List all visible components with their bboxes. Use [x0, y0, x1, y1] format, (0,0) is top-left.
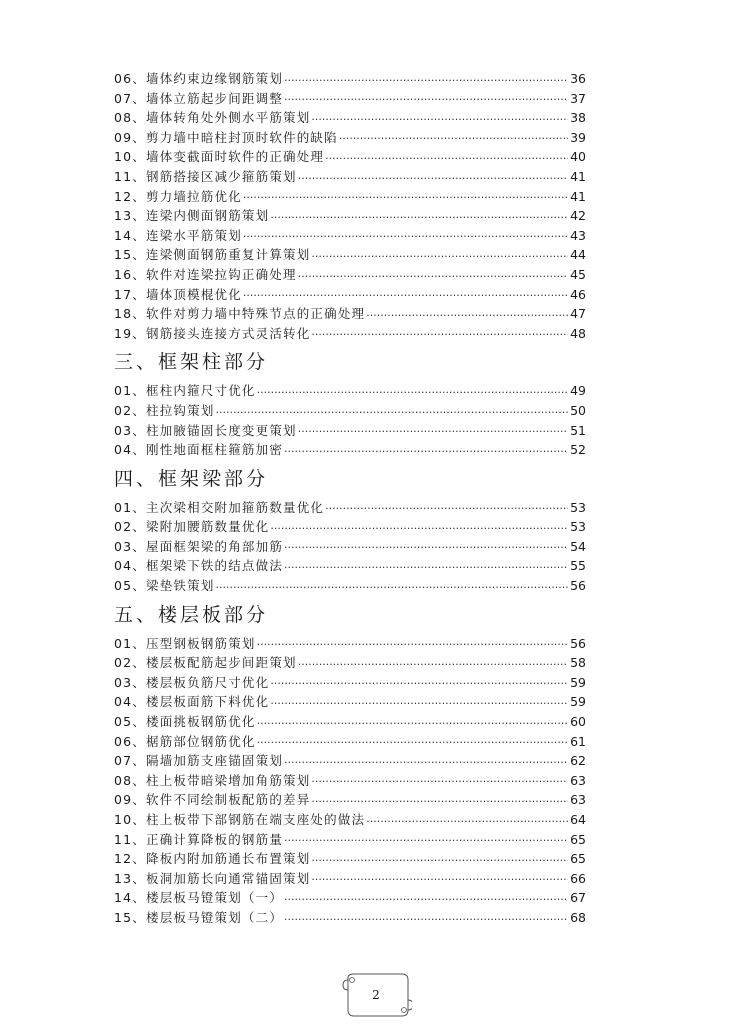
entry-page-number: 53 [570, 499, 586, 515]
table-of-contents [114, 69, 586, 928]
dot-leader [284, 911, 568, 928]
entry-title: 降板内附加筋通长布置策划 [146, 851, 311, 867]
dot-leader [284, 832, 568, 849]
toc-entry[interactable] [114, 732, 586, 752]
entry-title: 楼层板马镫策划（二） [146, 909, 284, 925]
entry-page-number: 64 [570, 812, 586, 827]
entry-title: 隔墙加筋支座锚固策划 [146, 753, 284, 769]
entry-title: 主次梁相交附加箍筋数量优化 [146, 499, 325, 515]
entry-number: 14、 [114, 890, 147, 906]
entry-title: 柱上板带暗梁增加角筋策划 [146, 772, 311, 788]
dot-leader [284, 559, 568, 576]
entry-title: 楼层板面筋下料优化 [146, 694, 270, 710]
toc-entry[interactable] [114, 556, 586, 576]
entry-page-number: 65 [570, 831, 586, 847]
entry-title: 软件不同绘制板配筋的差异 [146, 792, 311, 808]
dot-leader [366, 307, 568, 324]
dot-leader [311, 248, 568, 265]
entry-page-number: 48 [570, 325, 586, 341]
entry-title: 墙体约束边缘钢筋策划 [146, 71, 284, 86]
entry-number: 02、 [114, 655, 147, 671]
dot-leader [298, 268, 568, 285]
dot-leader [311, 326, 568, 343]
entry-number: 10、 [114, 812, 147, 827]
toc-entry[interactable] [114, 849, 586, 869]
toc-entry[interactable] [114, 692, 586, 712]
toc-entry[interactable] [114, 167, 586, 187]
entry-title: 椐筋部位钢筋优化 [146, 733, 256, 749]
dot-leader [298, 170, 568, 187]
toc-entry[interactable] [114, 790, 586, 810]
toc-entry[interactable] [114, 751, 586, 771]
entry-number: 08、 [114, 772, 147, 788]
entry-title: 连梁内侧面钢筋策划 [146, 208, 270, 224]
entry-title: 刚性地面框柱箍筋加密 [146, 442, 284, 458]
entry-title: 钢筋接头连接方式灵活转化 [146, 325, 311, 341]
entry-page-number: 42 [570, 208, 586, 224]
section-heading: 三、框架柱部分 [114, 351, 269, 374]
entry-page-number: 59 [570, 674, 586, 690]
toc-entry[interactable] [114, 498, 586, 518]
toc-entry[interactable] [114, 69, 586, 89]
toc-entry[interactable] [114, 869, 586, 889]
dot-leader [216, 579, 569, 596]
entry-title: 墙体变截面时软件的正确处理 [146, 149, 325, 165]
dot-leader [311, 793, 568, 810]
entry-number: 12、 [114, 188, 147, 204]
toc-entry[interactable] [114, 908, 586, 928]
entry-page-number: 63 [570, 772, 586, 788]
entry-page-number: 36 [570, 71, 586, 86]
entry-title: 屋面框架梁的角部加筋 [146, 538, 284, 554]
entry-number: 13、 [114, 870, 147, 886]
entry-title: 梁垫铁策划 [146, 578, 215, 594]
entry-page-number: 41 [570, 168, 586, 184]
entry-title: 软件对连梁拉钩正确处理 [146, 266, 297, 282]
dot-leader [311, 773, 568, 790]
entry-title: 钢筋搭接区减少箍筋策划 [146, 168, 297, 184]
toc-entry[interactable] [114, 206, 586, 226]
toc-entry[interactable] [114, 401, 586, 421]
entry-title: 柱加腋锚固长度变更策划 [146, 422, 297, 438]
entry-page-number: 58 [570, 655, 586, 671]
entry-number: 09、 [114, 129, 147, 145]
dot-leader [284, 72, 568, 89]
toc-entry[interactable] [114, 147, 586, 167]
entry-number: 03、 [114, 422, 147, 438]
toc-entry[interactable] [114, 108, 586, 128]
entry-title: 楼层板负筋尺寸优化 [146, 674, 270, 690]
entry-number: 12、 [114, 851, 147, 867]
toc-entry[interactable] [114, 381, 586, 401]
entry-number: 04、 [114, 694, 147, 710]
toc-entry[interactable] [114, 265, 586, 285]
toc-entry[interactable] [114, 771, 586, 791]
toc-entry[interactable] [114, 89, 586, 109]
dot-leader [366, 813, 568, 830]
dot-leader [243, 287, 568, 304]
entry-number: 07、 [114, 90, 147, 106]
toc-entry[interactable] [114, 888, 586, 908]
dot-leader [325, 500, 568, 517]
entry-page-number: 41 [570, 188, 586, 204]
entry-title: 剪力墙拉筋优化 [146, 188, 242, 204]
section-heading: 五、楼层板部分 [114, 603, 269, 626]
entry-title: 板洞加筋长向通常锚固策划 [146, 870, 311, 886]
entry-page-number: 66 [570, 870, 586, 886]
dot-leader [243, 189, 568, 206]
entry-number: 09、 [114, 792, 147, 808]
dot-leader [284, 754, 568, 771]
dot-leader [257, 734, 568, 751]
dot-leader [311, 871, 568, 888]
entry-page-number: 50 [570, 402, 586, 418]
entry-title: 楼面挑板钢筋优化 [146, 714, 256, 730]
toc-entry[interactable] [114, 653, 586, 673]
page-number-scroll [340, 970, 412, 1020]
entry-page-number: 56 [570, 635, 586, 651]
dot-leader [216, 404, 569, 421]
entry-page-number: 62 [570, 753, 586, 769]
dot-leader [270, 209, 568, 226]
toc-entry[interactable] [114, 128, 586, 148]
entry-number: 18、 [114, 306, 147, 322]
entry-page-number: 55 [570, 558, 586, 574]
entry-title: 框柱内箍尺寸优化 [146, 383, 256, 399]
dot-leader [325, 150, 568, 167]
entry-page-number: 54 [570, 538, 586, 554]
entry-page-number: 38 [570, 110, 586, 126]
entry-title: 梁附加腰筋数量优化 [146, 519, 270, 535]
entry-number: 08、 [114, 110, 147, 126]
entry-page-number: 49 [570, 383, 586, 399]
entry-page-number: 53 [570, 519, 586, 535]
dot-leader [284, 891, 568, 908]
entry-number: 04、 [114, 442, 147, 458]
entry-page-number: 37 [570, 90, 586, 106]
entry-page-number: 63 [570, 792, 586, 808]
entry-number: 19、 [114, 325, 147, 341]
entry-title: 墙体立筋起步间距调整 [146, 90, 284, 106]
entry-title: 柱拉钩策划 [146, 402, 215, 418]
entry-page-number: 56 [570, 578, 586, 594]
entry-number: 01、 [114, 499, 147, 515]
entry-number: 15、 [114, 909, 147, 925]
toc-entry[interactable] [114, 810, 586, 830]
toc-entry[interactable] [114, 673, 586, 693]
toc-entry[interactable] [114, 324, 586, 344]
entry-number: 14、 [114, 227, 147, 243]
dot-leader [257, 384, 568, 401]
entry-page-number: 61 [570, 733, 586, 749]
dot-leader [311, 852, 568, 869]
entry-page-number: 39 [570, 129, 586, 145]
dot-leader [339, 130, 568, 147]
entry-title: 墙体顶模棍优化 [146, 286, 242, 302]
entry-number: 01、 [114, 635, 147, 651]
entry-number: 02、 [114, 519, 147, 535]
toc-entry[interactable] [114, 226, 586, 246]
toc-entry[interactable] [114, 634, 586, 654]
entry-number: 05、 [114, 578, 147, 594]
dot-leader [257, 636, 568, 653]
entry-title: 框架梁下铁的结点做法 [146, 558, 284, 574]
entry-number: 13、 [114, 208, 147, 224]
section-heading: 四、框架梁部分 [114, 467, 269, 490]
dot-leader [270, 675, 568, 692]
entry-page-number: 46 [570, 286, 586, 302]
entry-page-number: 43 [570, 227, 586, 243]
entry-number: 04、 [114, 558, 147, 574]
entry-page-number: 51 [570, 422, 586, 438]
toc-entry[interactable] [114, 421, 586, 441]
entry-page-number: 44 [570, 247, 586, 263]
entry-page-number: 67 [570, 890, 586, 906]
entry-number: 11、 [114, 831, 147, 847]
toc-entry[interactable] [114, 187, 586, 207]
entry-number: 05、 [114, 714, 147, 730]
entry-number: 16、 [114, 266, 147, 282]
dot-leader [284, 91, 568, 108]
entry-title: 软件对剪力墙中特殊节点的正确处理 [146, 306, 366, 322]
entry-number: 01、 [114, 383, 147, 399]
dot-leader [243, 228, 568, 245]
entry-number: 03、 [114, 674, 147, 690]
entry-title: 连梁水平筋策划 [146, 227, 242, 243]
dot-leader [270, 695, 568, 712]
entry-page-number: 45 [570, 266, 586, 282]
entry-title: 楼层板配筋起步间距策划 [146, 655, 297, 671]
entry-number: 07、 [114, 753, 147, 769]
entry-title: 楼层板马镫策划（一） [146, 890, 284, 906]
entry-number: 03、 [114, 538, 147, 554]
dot-leader [284, 443, 568, 460]
dot-leader [298, 423, 568, 440]
entry-number: 10、 [114, 149, 147, 165]
toc-entry[interactable] [114, 245, 586, 265]
dot-leader [311, 111, 568, 128]
dot-leader [284, 539, 568, 556]
entry-title: 正确计算降板的钢筋量 [146, 831, 284, 847]
entry-number: 02、 [114, 402, 147, 418]
entry-title: 墙体转角处外侧水平筋策划 [146, 110, 311, 126]
toc-entry[interactable] [114, 576, 586, 596]
entry-number: 06、 [114, 71, 147, 86]
entry-page-number: 52 [570, 442, 586, 458]
toc-entry[interactable] [114, 285, 586, 305]
entry-page-number: 68 [570, 909, 586, 925]
entry-page-number: 40 [570, 149, 586, 165]
toc-entry[interactable] [114, 537, 586, 557]
toc-entry[interactable] [114, 304, 586, 324]
entry-title: 剪力墙中暗柱封顶时软件的缺陷 [146, 129, 338, 145]
dot-leader [270, 520, 568, 537]
toc-entry[interactable] [114, 517, 586, 537]
dot-leader [298, 656, 568, 673]
entry-page-number: 59 [570, 694, 586, 710]
entry-number: 17、 [114, 286, 147, 302]
entry-number: 15、 [114, 247, 147, 263]
toc-entry[interactable] [114, 830, 586, 850]
toc-entry[interactable] [114, 712, 586, 732]
dot-leader [257, 715, 568, 732]
entry-title: 压型钢板钢筋策划 [146, 635, 256, 651]
entry-page-number: 47 [570, 306, 586, 322]
entry-title: 连梁侧面钢筋重复计算策划 [146, 247, 311, 263]
entry-number: 06、 [114, 733, 147, 749]
toc-entry[interactable] [114, 440, 586, 460]
entry-number: 11、 [114, 168, 147, 184]
entry-page-number: 60 [570, 714, 586, 730]
entry-page-number: 65 [570, 851, 586, 867]
entry-title: 柱上板带下部钢筋在端支座处的做法 [146, 812, 366, 827]
page-number: 2 [372, 988, 380, 1002]
